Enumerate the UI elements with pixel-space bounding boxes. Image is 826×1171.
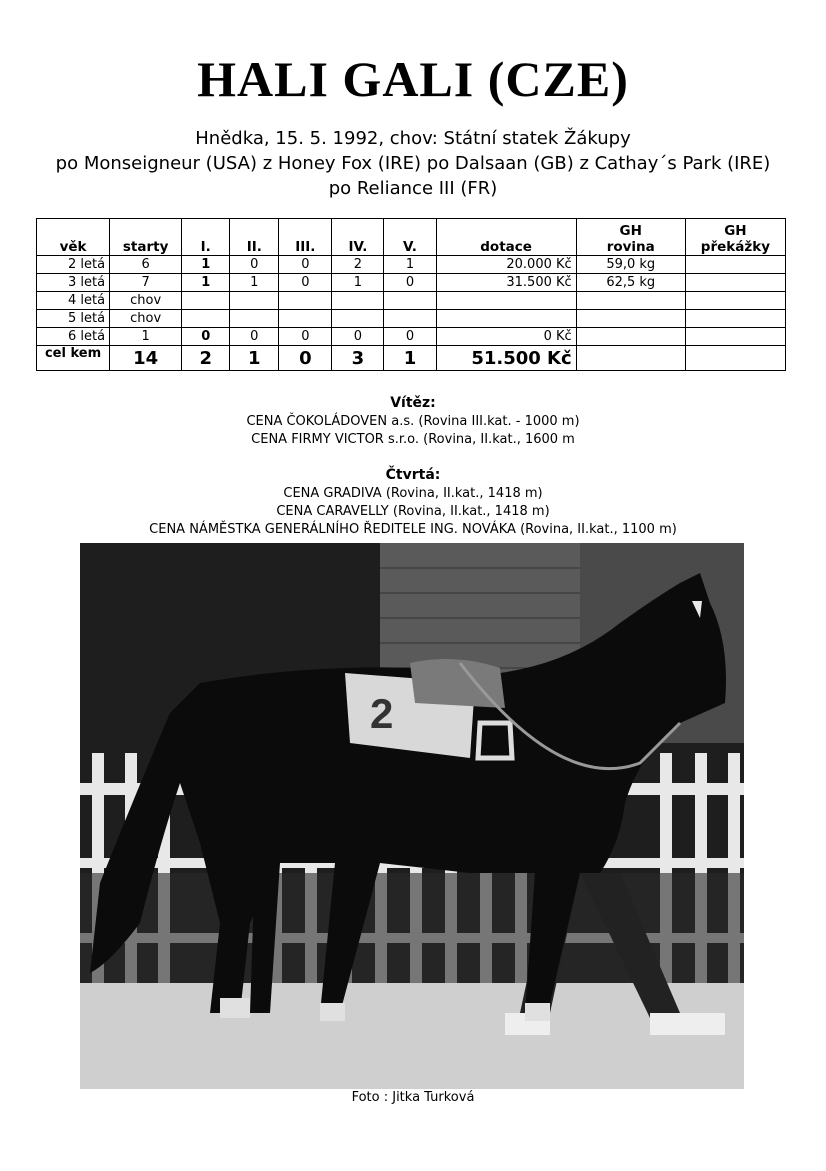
cell-place-4: 2 xyxy=(332,256,384,274)
table-row xyxy=(37,310,786,328)
cell-place-4: 1 xyxy=(332,274,384,292)
fourth-race-1: CENA GRADIVA (Rovina, II.kat., 1418 m) xyxy=(283,486,543,501)
cell-gh-rovina: 62,5 kg xyxy=(576,274,685,292)
cell-gh-rovina xyxy=(576,328,685,346)
header-place-5: V. xyxy=(384,219,436,256)
cell-place-2: 1 xyxy=(230,274,279,292)
total-gh-rovina xyxy=(576,346,685,371)
cell-place-3: 0 xyxy=(279,274,332,292)
total-dotace: 51.500 Kč xyxy=(436,346,576,371)
cell-place-3 xyxy=(279,292,332,310)
cell-vek: 6 letá xyxy=(37,328,110,346)
cell-place-3: 0 xyxy=(279,256,332,274)
cell-gh-rovina: 59,0 kg xyxy=(576,256,685,274)
header-gh-rovina-line2: rovina xyxy=(606,239,655,255)
horse-photo xyxy=(80,543,744,1089)
header-dotace: dotace xyxy=(436,219,576,256)
winner-race-1: CENA ČOKOLÁDOVEN a.s. (Rovina III.kat. - 1000 m) xyxy=(246,414,580,429)
cell-place-3 xyxy=(279,310,332,328)
total-place-4: 3 xyxy=(332,346,384,371)
total-label: cel kem xyxy=(37,346,110,371)
table-header-row xyxy=(37,219,786,256)
cell-starty: 6 xyxy=(110,256,182,274)
cell-place-1: 0 xyxy=(182,328,230,346)
cell-place-4: 0 xyxy=(332,328,384,346)
cell-place-2 xyxy=(230,292,279,310)
winner-race-2: CENA FIRMY VICTOR s.r.o. (Rovina, II.kat., 1600 m xyxy=(251,432,575,447)
cell-dotace xyxy=(436,310,576,328)
header-gh-rovina-line1: GH xyxy=(619,223,642,239)
header-gh-prekazky-line1: GH xyxy=(724,223,747,239)
header-place-4: IV. xyxy=(332,219,384,256)
cell-gh-prekazky xyxy=(685,274,785,292)
cell-dotace: 0 Kč xyxy=(436,328,576,346)
total-place-1: 2 xyxy=(182,346,230,371)
header-gh-prekazky-line2: překážky xyxy=(700,239,770,255)
cell-gh-rovina xyxy=(576,310,685,328)
table-row xyxy=(37,256,786,274)
photo-caption: Foto : Jitka Turková xyxy=(351,1090,475,1105)
cell-vek: 2 letá xyxy=(37,256,110,274)
header-place-1: I. xyxy=(182,219,230,256)
cell-place-5: 0 xyxy=(384,274,436,292)
saddle-number: 2 xyxy=(370,690,394,737)
cell-starty: chov xyxy=(110,292,182,310)
racing-statistics-table xyxy=(36,218,786,371)
cell-starty: chov xyxy=(110,310,182,328)
cell-dotace: 20.000 Kč xyxy=(436,256,576,274)
table-row xyxy=(37,274,786,292)
cell-place-1: 1 xyxy=(182,274,230,292)
header-place-2: II. xyxy=(230,219,279,256)
cell-gh-prekazky xyxy=(685,256,785,274)
header-vek: věk xyxy=(37,219,110,256)
header-gh-rovina xyxy=(576,219,685,256)
horse-photo-drawing xyxy=(80,543,744,1089)
total-starty: 14 xyxy=(110,346,182,371)
header-starty: starty xyxy=(110,219,182,256)
table-row xyxy=(37,328,786,346)
subtitle-line-1: Hnědka, 15. 5. 1992, chov: Státní statek Žákupy xyxy=(195,128,631,149)
total-place-2: 1 xyxy=(230,346,279,371)
total-gh-prekazky xyxy=(685,346,785,371)
cell-place-1: 1 xyxy=(182,256,230,274)
fourth-race-2: CENA CARAVELLY (Rovina, II.kat., 1418 m) xyxy=(276,504,550,519)
fourth-race-3: CENA NÁMĚSTKA GENERÁLNÍHO ŘEDITELE ING. NOVÁKA (Rovina, II.kat., 1100 m) xyxy=(149,522,677,537)
winner-heading: Vítěz: xyxy=(390,395,436,411)
cell-place-5: 0 xyxy=(384,328,436,346)
total-place-3: 0 xyxy=(279,346,332,371)
cell-gh-prekazky xyxy=(685,292,785,310)
cell-vek: 3 letá xyxy=(37,274,110,292)
cell-dotace xyxy=(436,292,576,310)
horse-name-title: HALI GALI (CZE) xyxy=(197,51,629,107)
cell-place-1 xyxy=(182,292,230,310)
cell-place-4 xyxy=(332,310,384,328)
cell-place-2: 0 xyxy=(230,328,279,346)
cell-vek: 5 letá xyxy=(37,310,110,328)
cell-place-2 xyxy=(230,310,279,328)
cell-place-5 xyxy=(384,310,436,328)
cell-place-5 xyxy=(384,292,436,310)
cell-place-3: 0 xyxy=(279,328,332,346)
table-row xyxy=(37,292,786,310)
cell-vek: 4 letá xyxy=(37,292,110,310)
cell-place-4 xyxy=(332,292,384,310)
cell-starty: 1 xyxy=(110,328,182,346)
header-gh-prekazky xyxy=(685,219,785,256)
cell-gh-rovina xyxy=(576,292,685,310)
subtitle-line-3: po Reliance III (FR) xyxy=(328,178,498,199)
cell-gh-prekazky xyxy=(685,328,785,346)
subtitle-line-2: po Monseigneur (USA) z Honey Fox (IRE) po Dalsaan (GB) z Cathay´s Park (IRE) xyxy=(55,153,771,174)
fourth-heading: Čtvrtá: xyxy=(385,467,441,483)
cell-dotace: 31.500 Kč xyxy=(436,274,576,292)
cell-starty: 7 xyxy=(110,274,182,292)
cell-place-1 xyxy=(182,310,230,328)
cell-gh-prekazky xyxy=(685,310,785,328)
header-place-3: III. xyxy=(279,219,332,256)
total-place-5: 1 xyxy=(384,346,436,371)
cell-place-5: 1 xyxy=(384,256,436,274)
table-total-row xyxy=(37,346,786,371)
cell-place-2: 0 xyxy=(230,256,279,274)
